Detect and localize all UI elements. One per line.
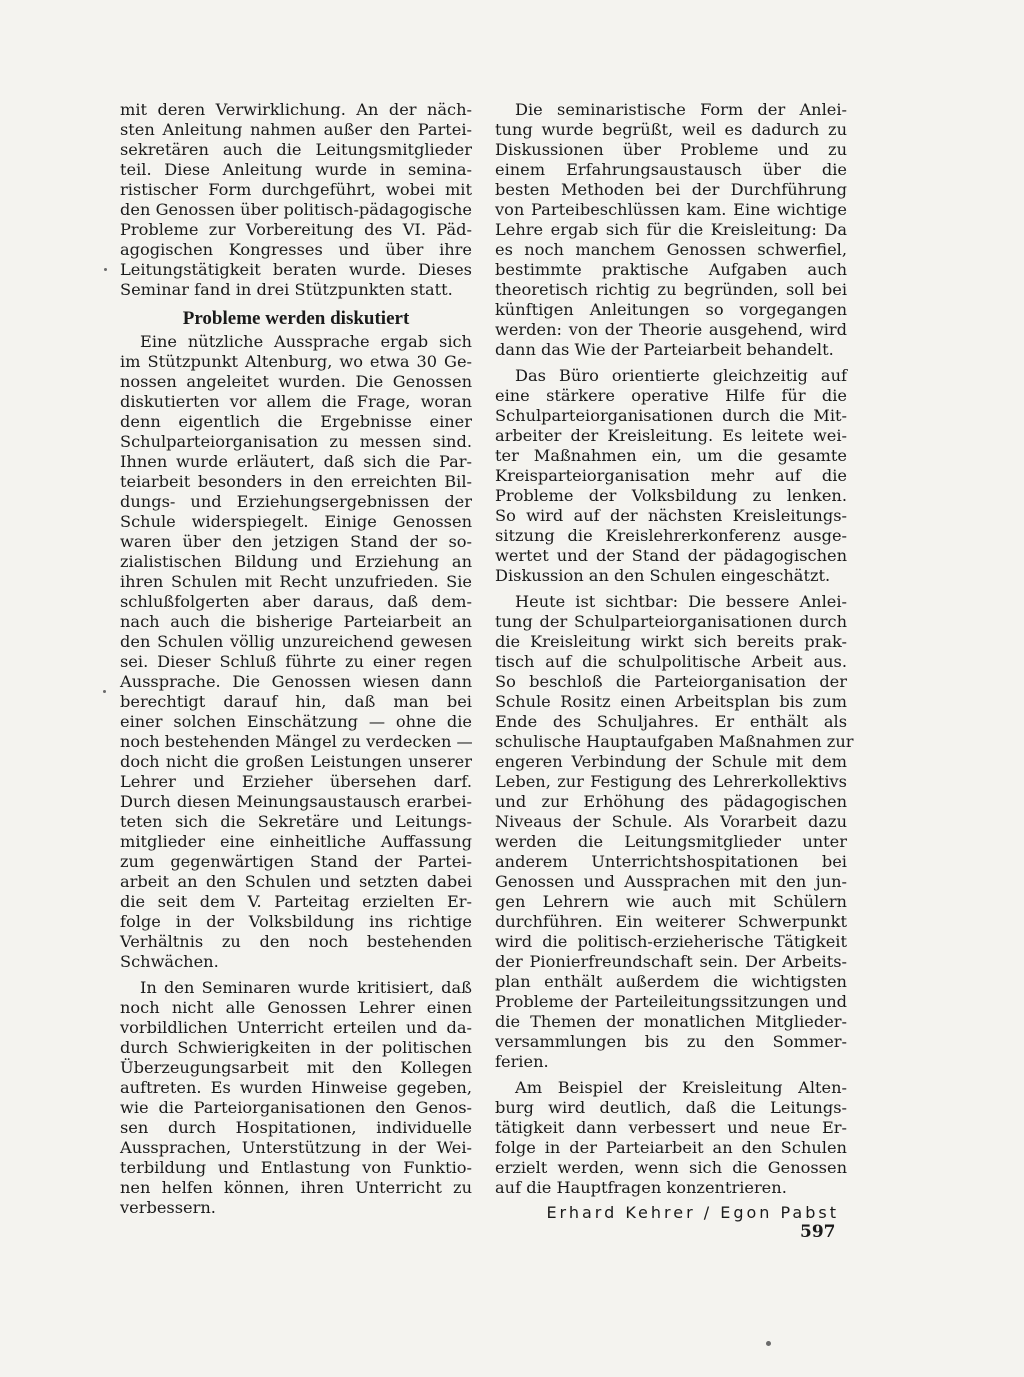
text-line: dann das Wie der Parteiarbeit behandelt. [495, 340, 834, 359]
paragraph [495, 592, 854, 1072]
text-line: gen Lehrern wie auch mit Schülern [495, 892, 847, 911]
text-line: Lehrer und Erzieher übersehen darf. [120, 772, 472, 791]
text-line: schulische Hauptaufgaben Maßnahmen zur [495, 732, 854, 751]
text-line: Die seminaristische Form der Anlei- [515, 100, 847, 119]
text-line: Ihnen wurde erläutert, daß sich die Par- [120, 452, 472, 471]
text-line: auf die Hauptfragen konzentrieren. [495, 1178, 787, 1197]
text-line: folge in der Parteiarbeit an den Schulen [495, 1138, 847, 1157]
text-line: einer solchen Einschätzung — ohne die [120, 712, 472, 731]
text-line: noch nicht alle Genossen Lehrer einen [120, 998, 472, 1017]
text-line: versammlungen bis zu den Sommer- [495, 1032, 847, 1051]
text-line: Verhältnis zu den noch bestehenden [120, 932, 472, 951]
text-line: die seit dem V. Parteitag erzielten Er- [120, 892, 472, 911]
section-heading: Probleme werden diskutiert [182, 308, 410, 329]
text-line: tung der Schulparteiorganisationen durch [495, 612, 847, 631]
text-line: Schulparteiorganisationen durch die Mit- [495, 406, 847, 425]
text-line: auftreten. Es wurden Hinweise gegeben, [120, 1078, 472, 1097]
paragraph [120, 978, 472, 1218]
text-line: Diskussion an den Schulen eingeschätzt. [495, 566, 831, 585]
text-line: der Pionierfreundschaft sein. Der Arbeits- [495, 952, 847, 971]
text-line: So beschloß die Parteiorganisation der [495, 672, 847, 691]
text-line: tung wurde begrüßt, weil es dadurch zu [495, 120, 847, 139]
right-column [495, 100, 854, 1224]
text-line: den Genossen über politisch-pädagogische [120, 200, 472, 219]
text-line: So wird auf der nächsten Kreisleitungs- [495, 506, 847, 525]
text-line: sitzung die Kreislehrerkonferenz ausge- [495, 526, 847, 545]
text-line: schlußfolgerten aber daraus, daß dem- [120, 592, 472, 611]
text-line: besten Methoden bei der Durchführung [495, 180, 847, 199]
text-line: einem Erfahrungsaustausch über die [495, 160, 847, 179]
text-line: Kreisparteiorganisation mehr auf die [495, 466, 847, 485]
text-line: sei. Dieser Schluß führte zu einer regen [120, 652, 472, 671]
text-line: nen helfen können, ihren Unterricht zu [120, 1178, 472, 1197]
text-line: Durch diesen Meinungsaustausch erarbei- [120, 792, 472, 811]
text-line: anderem Unterrichtshospitationen bei [495, 852, 847, 871]
text-line: Probleme der Volksbildung zu lenken. [495, 486, 847, 505]
text-line: Schulparteiorganisation zu messen sind. [120, 432, 472, 451]
text-line: künftigen Anleitungen so vorgegangen [495, 300, 847, 319]
text-line: teiarbeit besonders in den erreichten Bil- [120, 472, 472, 491]
text-line: terbildung und Entlastung von Funktio- [120, 1158, 472, 1177]
text-line: ferien. [495, 1052, 549, 1071]
text-line: dungs- und Erziehungsergebnissen der [120, 492, 472, 511]
text-line: im Stützpunkt Altenburg, wo etwa 30 Ge- [120, 352, 472, 371]
text-line: den Schulen völlig unzureichend gewesen [120, 632, 472, 651]
text-line: ter Maßnahmen ein, um die gesamte [495, 446, 847, 465]
text-line: nossen angeleitet wurden. Die Genossen [120, 372, 472, 391]
text-line: Seminar fand in drei Stützpunkten statt. [120, 280, 453, 299]
text-line: die Kreisleitung wirkt sich bereits prak- [495, 632, 847, 651]
text-line: Aussprachen, Unterstützung in der Wei- [120, 1138, 472, 1157]
text-line: arbeit an den Schulen und setzten dabei [120, 872, 472, 891]
left-column [120, 100, 472, 1218]
text-line: teten sich die Sekretäre und Leitungs- [120, 812, 472, 831]
text-line: Probleme der Parteileitungssitzungen und [495, 992, 847, 1011]
author-signature: Erhard Kehrer / Egon Pabst [546, 1203, 839, 1222]
text-line: In den Seminaren wurde kritisiert, daß [140, 978, 472, 997]
text-line: von Parteibeschlüssen kam. Eine wichtige [495, 200, 847, 219]
text-line: Eine nützliche Aussprache ergab sich [140, 332, 472, 351]
text-line: ristischer Form durchgeführt, wobei mit [120, 180, 472, 199]
paragraph [120, 332, 472, 972]
text-line: folge in der Volksbildung ins richtige [120, 912, 472, 931]
text-line: verbessern. [120, 1198, 216, 1217]
text-line: durchführen. Ein weiterer Schwerpunkt [495, 912, 847, 931]
text-line: Diskussionen über Probleme und zu [495, 140, 847, 159]
text-line: vorbildlichen Unterricht erteilen und da- [120, 1018, 472, 1037]
text-line: mit deren Verwirklichung. An der näch- [120, 100, 472, 119]
text-line: Lehre ergab sich für die Kreisleitung: Da [495, 220, 847, 239]
page-number: 597 [800, 1222, 836, 1242]
text-line: burg wird deutlich, daß die Leitungs- [495, 1098, 847, 1117]
paragraph [495, 100, 847, 360]
text-line: Leben, zur Festigung des Lehrerkollektivs [495, 772, 847, 791]
text-line: tätigkeit dann verbessert und neue Er- [495, 1118, 847, 1137]
scan-speck [103, 690, 106, 693]
text-line: nach auch die bisherige Parteiarbeit an [120, 612, 472, 631]
text-line: wertet und der Stand der pädagogischen [495, 546, 847, 565]
text-line: bestimmte praktische Aufgaben auch [495, 260, 847, 279]
text-line: durch Schwierigkeiten in der politischen [120, 1038, 472, 1057]
text-line: waren über den jetzigen Stand der so- [120, 532, 472, 551]
text-line: denn eigentlich die Ergebnisse einer [120, 412, 472, 431]
text-line: Schule widerspiegelt. Einige Genossen [120, 512, 472, 531]
text-line: diskutierten vor allem die Frage, woran [120, 392, 472, 411]
text-line: sen durch Hospitationen, individuelle [120, 1118, 472, 1137]
text-line: wird die politisch-erzieherische Tätigkeit [495, 932, 847, 951]
paragraph [495, 1078, 847, 1198]
text-line: sekretären auch die Leitungsmitglieder [120, 140, 472, 159]
text-line: mitglieder eine einheitliche Auffassung [120, 832, 472, 851]
text-line: Genossen und Aussprachen mit den jun- [495, 872, 847, 891]
text-line: agogischen Kongresses und über ihre [120, 240, 472, 259]
scan-speck [104, 268, 107, 271]
text-line: Das Büro orientierte gleichzeitig auf [515, 366, 847, 385]
text-line: Am Beispiel der Kreisleitung Alten- [515, 1078, 847, 1097]
text-line: werden die Leitungsmitglieder unter [495, 832, 847, 851]
text-line: berechtigt darauf hin, daß man bei [120, 692, 472, 711]
text-line: die Themen der monatlichen Mitglieder- [495, 1012, 847, 1031]
text-line: ihren Schulen mit Recht unzufrieden. Sie [120, 572, 472, 591]
text-line: doch nicht die großen Leistungen unserer [120, 752, 472, 771]
text-line: noch bestehenden Mängel zu verdecken — [120, 732, 473, 751]
text-line: werden: von der Theorie ausgehend, wird [495, 320, 847, 339]
text-line: Schwächen. [120, 952, 219, 971]
text-line: teil. Diese Anleitung wurde in semina- [120, 160, 472, 179]
text-line: Aussprache. Die Genossen wiesen dann [120, 672, 472, 691]
text-line: eine stärkere operative Hilfe für die [495, 386, 847, 405]
text-line: theoretisch richtig zu begründen, soll bei [495, 280, 847, 299]
text-line: Überzeugungsarbeit mit den Kollegen [120, 1058, 472, 1077]
text-line: zum gegenwärtigen Stand der Partei- [120, 852, 472, 871]
paragraph [495, 366, 847, 586]
text-line: Ende des Schuljahres. Er enthält als [495, 712, 847, 731]
text-line: Niveaus der Schule. Als Vorarbeit dazu [495, 812, 847, 831]
scan-speck [766, 1341, 771, 1346]
text-line: plan enthält außerdem die wichtigsten [495, 972, 847, 991]
text-line: Leitungstätigkeit beraten wurde. Dieses [120, 260, 472, 279]
text-line: erzielt werden, wenn sich die Genossen [495, 1158, 847, 1177]
text-line: engeren Verbindung der Schule mit dem [495, 752, 847, 771]
text-line: zialistischen Bildung und Erziehung an [120, 552, 472, 571]
text-line: tisch auf die schulpolitische Arbeit aus. [495, 652, 847, 671]
text-line: sten Anleitung nahmen außer den Partei- [120, 120, 472, 139]
text-line: wie die Parteiorganisationen den Genos- [120, 1098, 472, 1117]
text-line: arbeiter der Kreisleitung. Es leitete wei- [495, 426, 847, 445]
paragraph [120, 100, 472, 300]
text-line: Schule Rositz einen Arbeitsplan bis zum [495, 692, 847, 711]
text-line: Probleme zur Vorbereitung des VI. Päd- [120, 220, 472, 239]
text-line: und zur Erhöhung des pädagogischen [495, 792, 847, 811]
text-line: es noch manchem Genossen schwerfiel, [495, 240, 847, 259]
text-line: Heute ist sichtbar: Die bessere Anlei- [515, 592, 847, 611]
